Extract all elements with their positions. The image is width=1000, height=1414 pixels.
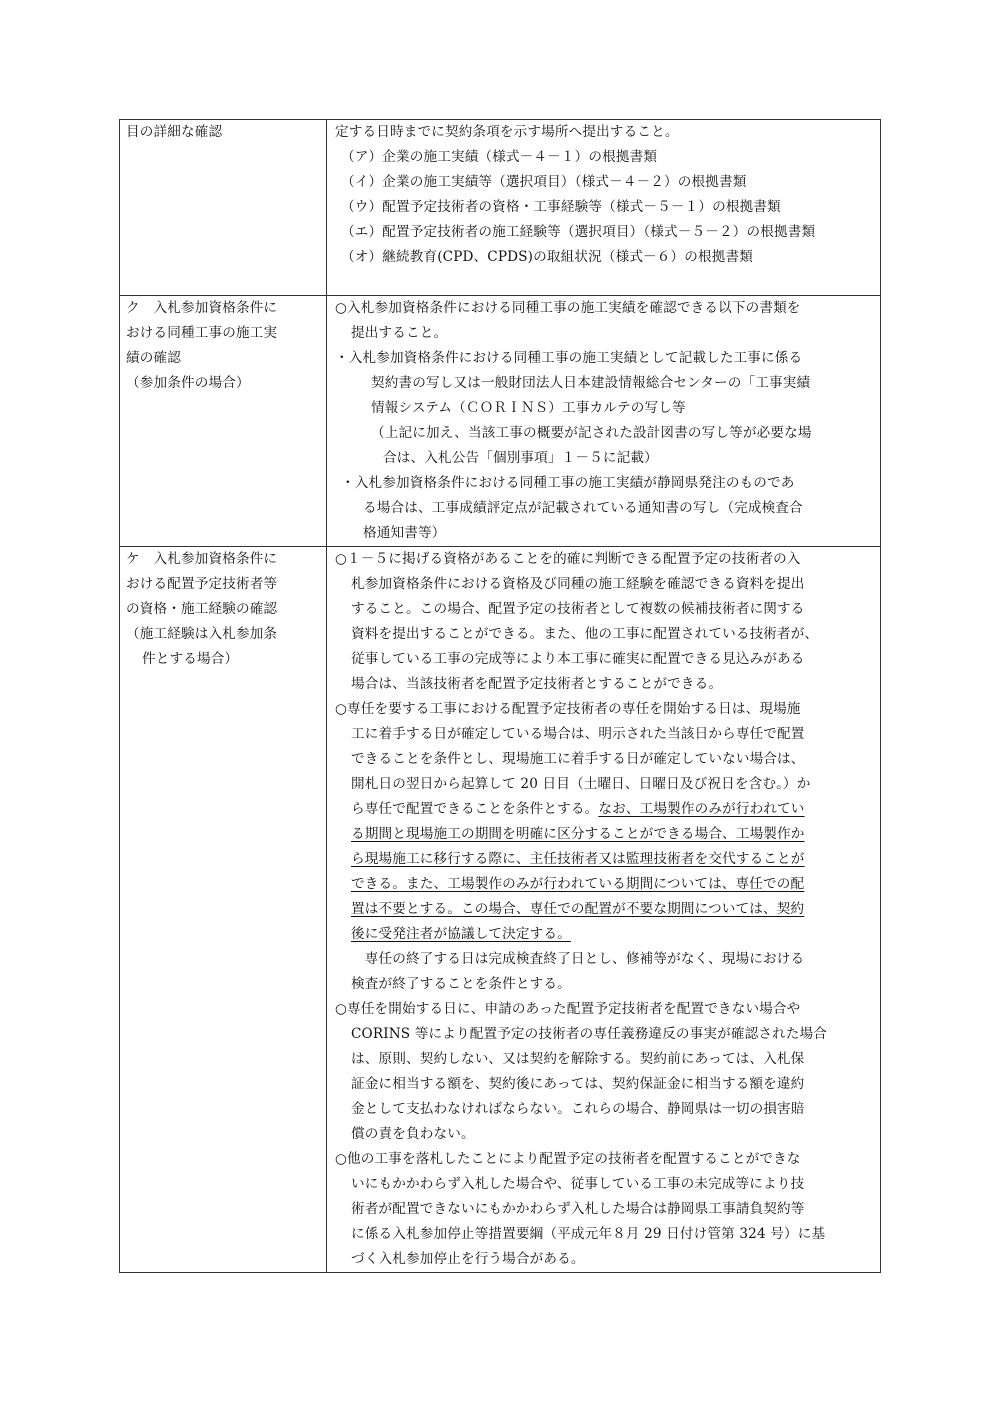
row-label-cell [120, 547, 327, 1273]
row-label-cell [120, 120, 327, 296]
row-label: ク 入札参加資格条件に [126, 300, 278, 316]
text-line [335, 872, 874, 897]
text-line: 金として支払わなければならない。これらの場合、静岡県は一切の損害賠 [351, 1101, 805, 1117]
text-line: 資料を提出することができる。また、他の工事に配置されている技術者が、 [351, 626, 819, 642]
text-line: 従事している工事の完成等により本工事に確実に配置できる見込みがある [351, 651, 805, 667]
underlined-text: 置は不要とする。この場合、専任での配置が不要な期間については、契約 [351, 901, 805, 917]
underlined-text: 後に受発注者が協議して決定する。 [351, 926, 571, 942]
row-content-cell [327, 296, 881, 547]
text-line: 術者が配置できないにもかかわらず入札した場合は静岡県工事請負契約等 [351, 1201, 805, 1217]
text-line: 専任の終了する日は完成検査終了日とし、修補等がなく、現場における [351, 951, 805, 967]
text-line: 開札日の翌日から起算して 20 日目（土曜日、日曜日及び祝日を含む。）か [351, 776, 811, 792]
underlined-text: なお、工場製作のみが行われてい [598, 801, 805, 817]
row-label: ケ 入札参加資格条件に [126, 551, 278, 567]
text-line: 合は、入札公告「個別事項」１－５に記載） [383, 450, 658, 466]
text-line: ○他の工事を落札したことにより配置予定の技術者を配置することができな [335, 1151, 801, 1167]
text-line: 格通知書等） [363, 525, 446, 541]
row-label: の資格・施工経験の確認 [126, 601, 278, 617]
row-label: （参加条件の場合） [126, 375, 250, 391]
row-label: おける同種工事の施工実 [126, 325, 278, 341]
text-line: ・入札参加資格条件における同種工事の施工実績が静岡県発注のものであ [341, 475, 795, 491]
underlined-text: る期間と現場施工の期間を明確に区分することができる場合、工場製作か [351, 826, 805, 842]
text-line [335, 847, 874, 872]
text-line: CORINS 等により配置予定の技術者の専任義務違反の事実が確認された場合 [351, 1026, 828, 1042]
underlined-text: できる。また、工場製作のみが行われている期間については、専任での配 [351, 876, 805, 892]
row-label: 件とする場合） [142, 651, 239, 667]
text-line: 情報システム（ＣＯＲＩＮＳ）工事カルテの写し等 [371, 400, 686, 416]
table-row [120, 120, 881, 296]
text-line: ○入札参加資格条件における同種工事の施工実績を確認できる以下の書類を [335, 300, 801, 316]
row-label: （施工経験は入札参加条 [126, 626, 278, 642]
text-line: 契約書の写し又は一般財団法人日本建設情報総合センターの「工事実績 [371, 375, 811, 391]
document-table [119, 119, 881, 1273]
row-content-cell [327, 120, 881, 296]
row-label: 目の詳細な確認 [126, 124, 223, 140]
text-line: すること。この場合、配置予定の技術者として複数の候補技術者に関する [351, 601, 805, 617]
text-line: ・入札参加資格条件における同種工事の施工実績として記載した工事に係る [335, 350, 803, 366]
text-line: 提出すること。 [351, 325, 448, 341]
text-line: る場合は、工事成績評定点が記載されている通知書の写し（完成検査合 [363, 500, 803, 516]
text-segment: ら専任で配置できることを条件とする。 [351, 801, 599, 817]
underlined-text: ら現場施工に移行する際に、主任技術者又は監理技術者を交代することが [351, 851, 805, 867]
text-line: に係る入札参加停止等措置要綱（平成元年８月 29 日付け管第 324 号）に基 [351, 1226, 826, 1242]
text-line: 札参加資格条件における資格及び同種の施工経験を確認できる資料を提出 [351, 576, 805, 592]
text-line: ○１－５に掲げる資格があることを的確に判断できる配置予定の技術者の入 [335, 551, 801, 567]
row-label: おける配置予定技術者等 [126, 576, 278, 592]
list-item: （イ）企業の施工実績等（選択項目）（様式－４－２）の根拠書類 [341, 174, 747, 190]
list-item: （オ）継続教育(CPD、CPDS)の取組状況（様式－６）の根拠書類 [341, 249, 754, 265]
text-line [335, 922, 874, 947]
text-line: 検査が終了することを条件とする。 [351, 976, 571, 992]
table-row [120, 547, 881, 1273]
text-line [335, 897, 874, 922]
row-label: 績の確認 [126, 350, 181, 366]
text-line: 工に着手する日が確定している場合は、明示された当該日から専任で配置 [351, 726, 805, 742]
text-line: 場合は、当該技術者を配置予定技術者とすることができる。 [351, 676, 723, 692]
list-item: （ア）企業の施工実績（様式－４－１）の根拠書類 [341, 149, 658, 165]
text-line: ○専任を要する工事における配置予定技術者の専任を開始する日は、現場施 [335, 701, 801, 717]
text-line: ○専任を開始する日に、申請のあった配置予定技術者を配置できない場合や [335, 1001, 801, 1017]
text-line: は、原則、契約しない、又は契約を解除する。契約前にあっては、入札保 [351, 1051, 805, 1067]
text-line: づく入札参加停止を行う場合がある。 [351, 1251, 585, 1267]
row-label-cell [120, 296, 327, 547]
text-line [335, 797, 874, 822]
text-line: いにもかかわらず入札した場合や、従事している工事の未完成等により技 [351, 1176, 805, 1192]
text-line [335, 822, 874, 847]
text-line: できることを条件とし、現場施工に着手する日が確定していない場合は、 [351, 751, 805, 767]
text-line: （上記に加え、当該工事の概要が記された設計図書の写し等が必要な場 [371, 425, 812, 441]
table-row [120, 296, 881, 547]
text-line: 償の責を負わない。 [351, 1126, 475, 1142]
row-content-cell [327, 547, 881, 1273]
list-item: （エ）配置予定技術者の施工経験等（選択項目）（様式－５－２）の根拠書類 [341, 224, 816, 240]
text-line: 証金に相当する額を、契約後にあっては、契約保証金に相当する額を違約 [351, 1076, 805, 1092]
list-item: （ウ）配置予定技術者の資格・工事経験等（様式－５－１）の根拠書類 [341, 199, 781, 215]
text-line: 定する日時までに契約条項を示す場所へ提出すること。 [335, 124, 679, 140]
